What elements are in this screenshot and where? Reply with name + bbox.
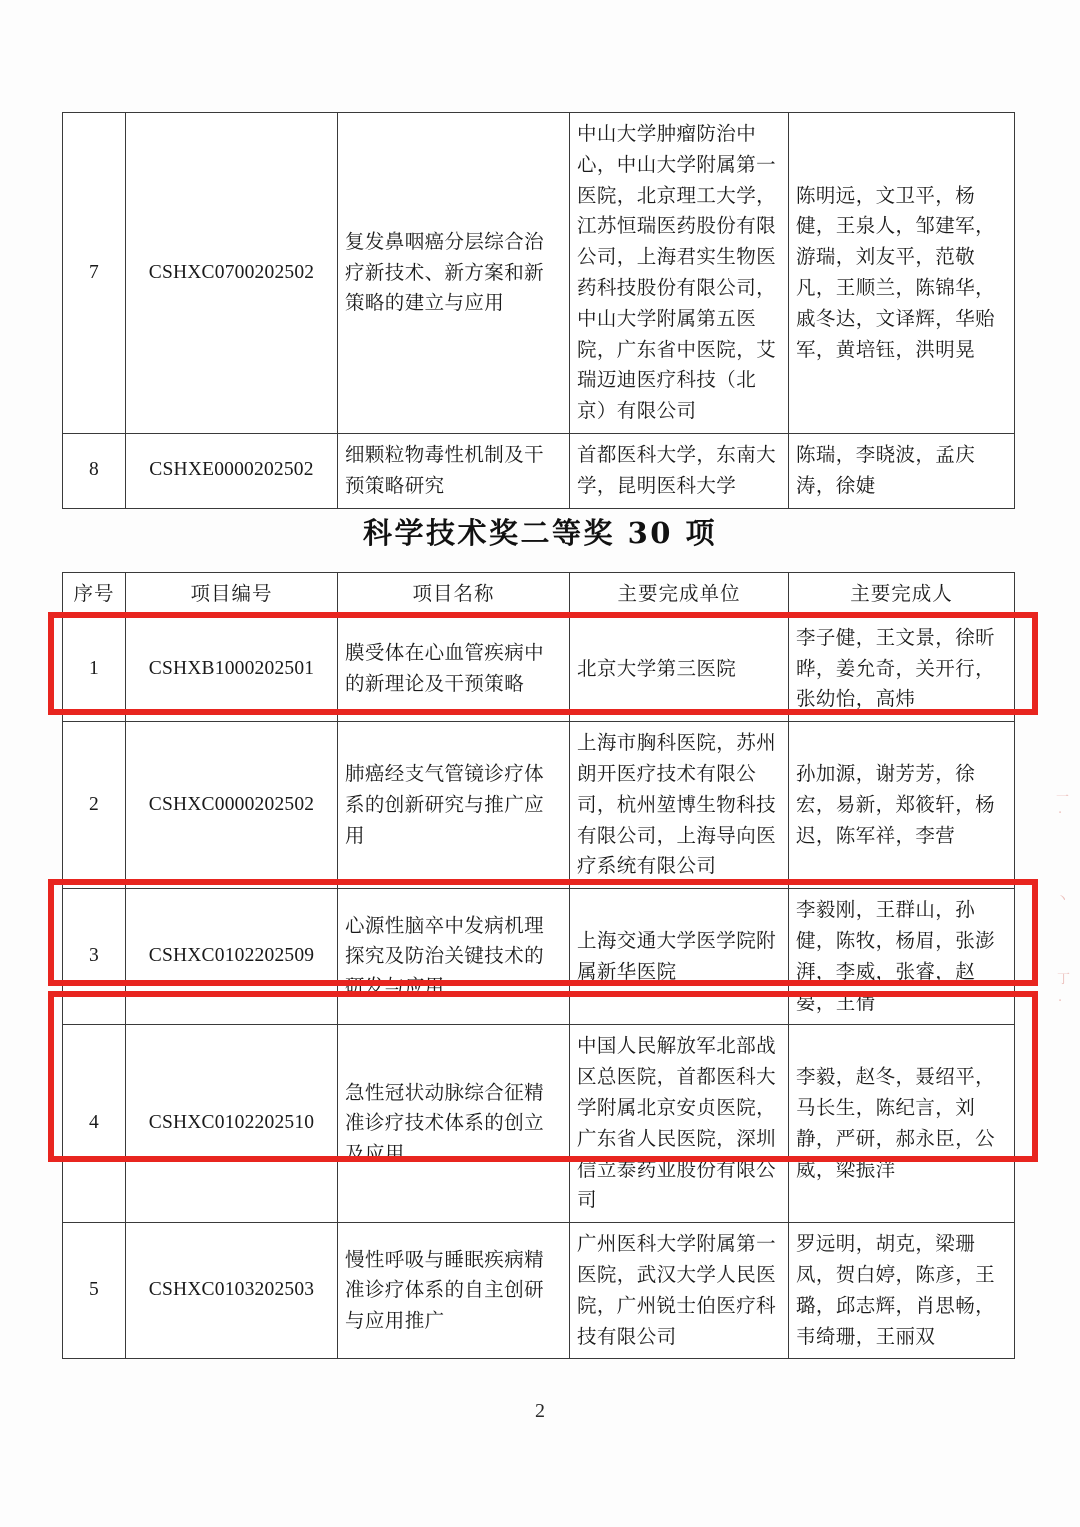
- cell-project-code: CSHXC0000202502: [126, 722, 338, 889]
- cell-main-contributors: 罗远明，胡克，梁珊凤，贺白婷，陈彦，王璐，邱志辉，肖思畅，韦绮珊，王丽双: [789, 1223, 1015, 1359]
- cell-main-contributors: 孙加源，谢芳芳，徐宏，易新，郑筱轩，杨迟，陈军祥，李营: [789, 722, 1015, 889]
- column-header-main-units: 主要完成单位: [570, 573, 789, 617]
- column-header-main-contributors: 主要完成人: [789, 573, 1015, 617]
- cell-sequence: 2: [63, 722, 126, 889]
- cell-project-name: 急性冠状动脉综合征精准诊疗技术体系的创立及应用: [338, 1025, 570, 1223]
- table-row: [63, 1223, 1015, 1359]
- margin-mark: 丁: [1057, 972, 1071, 987]
- table-header-row: [63, 573, 1015, 617]
- cell-project-code: CSHXC0102202509: [126, 889, 338, 1025]
- table-row: [63, 722, 1015, 889]
- cell-main-contributors: 李毅，赵冬，聂绍平，马长生，陈纪言，刘静，严研，郝永臣，公威，梁振洋: [789, 1025, 1015, 1223]
- cell-project-name: 慢性呼吸与睡眠疾病精准诊疗体系的自主创研与应用推广: [338, 1223, 570, 1359]
- cell-sequence: 3: [63, 889, 126, 1025]
- cell-main-units: 广州医科大学附属第一医院，武汉大学人民医院，广州锐士伯医疗科技有限公司: [570, 1223, 789, 1359]
- cell-sequence: 1: [63, 616, 126, 721]
- cell-project-name: 肺癌经支气管镜诊疗体系的创新研究与推广应用: [338, 722, 570, 889]
- table-row: [63, 889, 1015, 1025]
- section-heading: 科学技术奖二等奖 30 项: [362, 516, 718, 550]
- column-header-project-name: 项目名称: [338, 573, 570, 617]
- awards-table-second-prize: [62, 572, 1014, 1359]
- margin-mark: ·: [1058, 806, 1063, 821]
- cell-main-units: 上海交通大学医学院附属新华医院: [570, 889, 789, 1025]
- cell-main-contributors: 李子健，王文景，徐昕晔，姜允奇，关开行，张幼怡，高炜: [789, 616, 1015, 721]
- awards-table-first-prize-continued: [62, 112, 1014, 509]
- page-number: 2: [535, 1400, 545, 1422]
- cell-project-name: 细颗粒物毒性机制及干预策略研究: [338, 433, 570, 508]
- cell-sequence: 8: [63, 433, 126, 508]
- column-header-sequence: 序号: [63, 573, 126, 617]
- column-header-project-code: 项目编号: [126, 573, 338, 617]
- cell-main-units: 上海市胸科医院，苏州朗开医疗技术有限公司，杭州堃博生物科技有限公司，上海导向医疗系统有限公司: [570, 722, 789, 889]
- cell-main-contributors: 陈瑞，李晓波，孟庆涛，徐婕: [789, 433, 1015, 508]
- cell-project-code: CSHXE0000202502: [126, 433, 338, 508]
- cell-project-name: 心源性脑卒中发病机理探究及防治关键技术的研发与应用: [338, 889, 570, 1025]
- cell-main-contributors: 陈明远，文卫平，杨健，王泉人，邹建军，游瑞，刘友平，范敬凡，王顺兰，陈锦华，戚冬达，文译辉，华贻军，黄培钰，洪明晃: [789, 113, 1015, 434]
- cell-sequence: 4: [63, 1025, 126, 1223]
- margin-mark: 丶: [1056, 892, 1070, 907]
- table-row: [63, 1025, 1015, 1223]
- cell-project-name: 膜受体在心血管疾病中的新理论及干预策略: [338, 616, 570, 721]
- margin-mark: 一: [1056, 790, 1070, 805]
- cell-project-code: CSHXC0700202502: [126, 113, 338, 434]
- cell-project-name: 复发鼻咽癌分层综合治疗新技术、新方案和新策略的建立与应用: [338, 113, 570, 434]
- margin-mark: ·: [1058, 994, 1063, 1009]
- table-row: [63, 113, 1015, 434]
- cell-main-units: 北京大学第三医院: [570, 616, 789, 721]
- cell-main-units: 中国人民解放军北部战区总医院，首都医科大学附属北京安贞医院，广东省人民医院，深圳信立泰药业股份有限公司: [570, 1025, 789, 1223]
- cell-main-units: 中山大学肿瘤防治中心，中山大学附属第一医院，北京理工大学，江苏恒瑞医药股份有限公司，上海君实生物医药科技股份有限公司，中山大学附属第五医院，广东省中医院，艾瑞迈迪医疗科技（北京）有限公司: [570, 113, 789, 434]
- cell-main-units: 首都医科大学，东南大学，昆明医科大学: [570, 433, 789, 508]
- cell-sequence: 7: [63, 113, 126, 434]
- cell-sequence: 5: [63, 1223, 126, 1359]
- table-row: [63, 616, 1015, 721]
- cell-main-contributors: 李毅刚，王群山，孙健，陈牧，杨眉，张澎湃，李威，张睿，赵晏，王倩: [789, 889, 1015, 1025]
- cell-project-code: CSHXC0102202510: [126, 1025, 338, 1223]
- cell-project-code: CSHXC0103202503: [126, 1223, 338, 1359]
- cell-project-code: CSHXB1000202501: [126, 616, 338, 721]
- table-row: [63, 433, 1015, 508]
